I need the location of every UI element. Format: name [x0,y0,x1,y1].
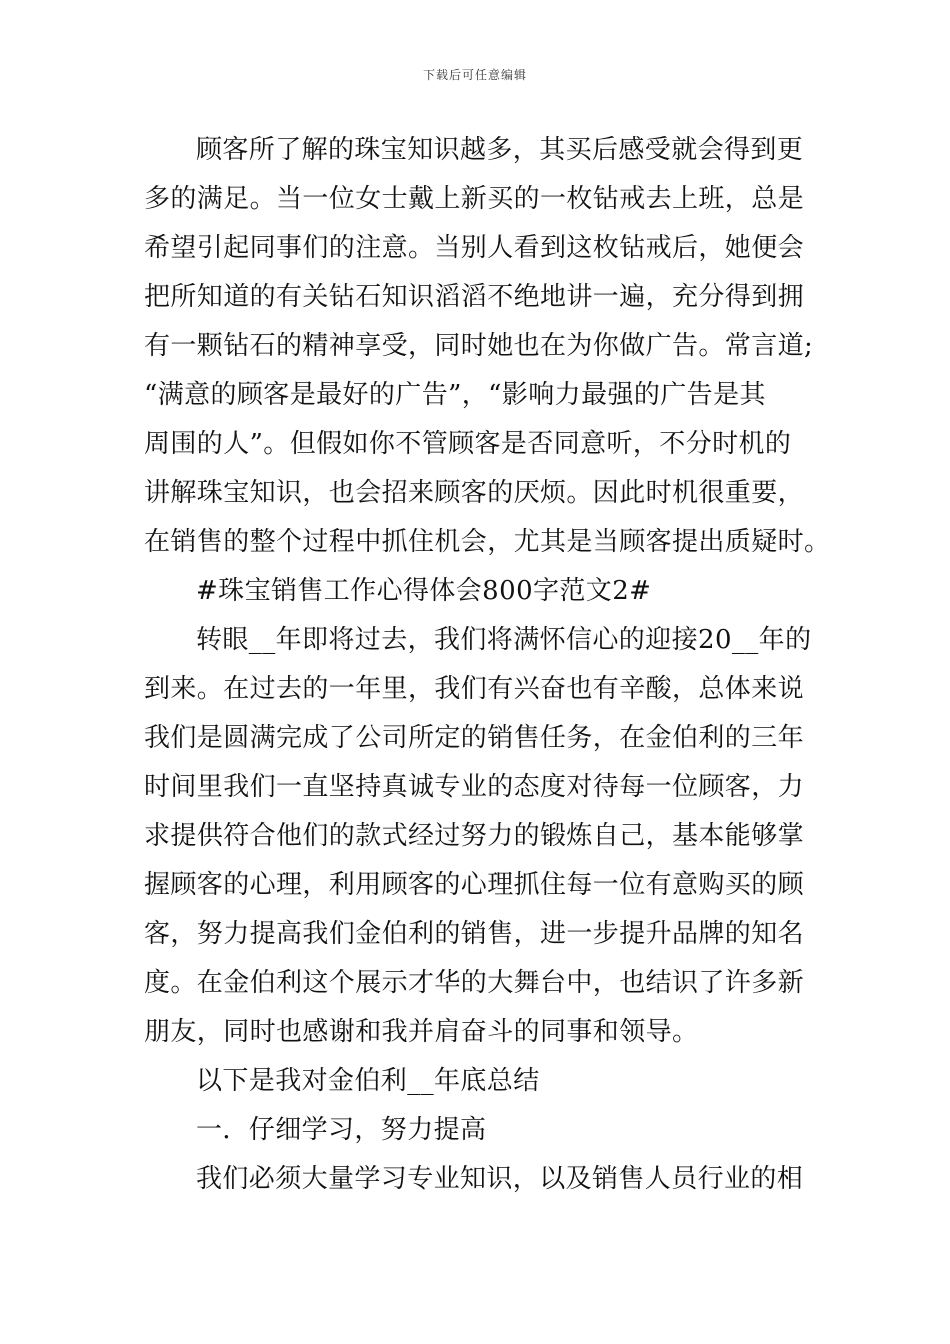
text-line: 度。在金伯利这个展示才华的大舞台中，也结识了许多新 [144,968,805,998]
text-line: 有一颗钻石的精神享受，同时她也在为你做广告。常言道; [144,331,814,361]
text-line: 求提供符合他们的款式经过努力的锻炼自己，基本能够掌 [144,821,805,851]
text-line: 到来。在过去的一年里，我们有兴奋也有辛酸，总体来说 [144,674,805,704]
text-line: 把所知道的有关钻石知识滔滔不绝地讲一遍，充分得到拥 [144,282,805,312]
text-line: 周围的人”。但假如你不管顾客是否同意听，不分时机的 [144,429,792,459]
document-body [144,126,831,1204]
text-line: 朋友，同时也感谢和我并肩奋斗的同事和领导。 [144,1017,699,1047]
text-line: 在销售的整个过程中抓住机会，尤其是当顾客提出质疑时。 [144,527,831,557]
text-line: 顾客所了解的珠宝知识越多，其买后感受就会得到更 [196,135,804,165]
paragraph-2 [144,616,810,1057]
text-line: 多的满足。当一位女士戴上新买的一枚钻戒去上班，总是 [144,184,805,214]
subsection-title: 一．仔细学习，努力提高 [196,1115,487,1145]
text-line: 时间里我们一直坚持真诚专业的态度对待每一位顾客，力 [144,772,805,802]
summary-intro: 以下是我对金伯利__年底总结 [196,1066,540,1096]
text-line: 希望引起同事们的注意。当别人看到这枚钻戒后，她便会 [144,233,805,263]
text-line: 客，努力提高我们金伯利的销售，进一步提升品牌的知名 [144,919,805,949]
text-line: 我们是圆满完成了公司所定的销售任务，在金伯利的三年 [144,723,805,753]
text-line: 握顾客的心理，利用顾客的心理抓住每一位有意购买的顾 [144,870,805,900]
text-line: 转眼__年即将过去，我们将满怀信心的迎接20__年的 [196,625,812,655]
text-line: 讲解珠宝知识，也会招来顾客的厌烦。因此时机很重要， [144,478,805,508]
section-title: #珠宝销售工作心得体会800字范文2# [196,576,652,606]
header-note: 下载后可任意编辑 [422,68,527,82]
paragraph-3-line: 我们必须大量学习专业知识，以及销售人员行业的相 [196,1164,804,1194]
text-line: “满意的顾客是最好的广告”，“影响力最强的广告是其 [144,380,766,410]
paragraph-1 [144,126,831,567]
